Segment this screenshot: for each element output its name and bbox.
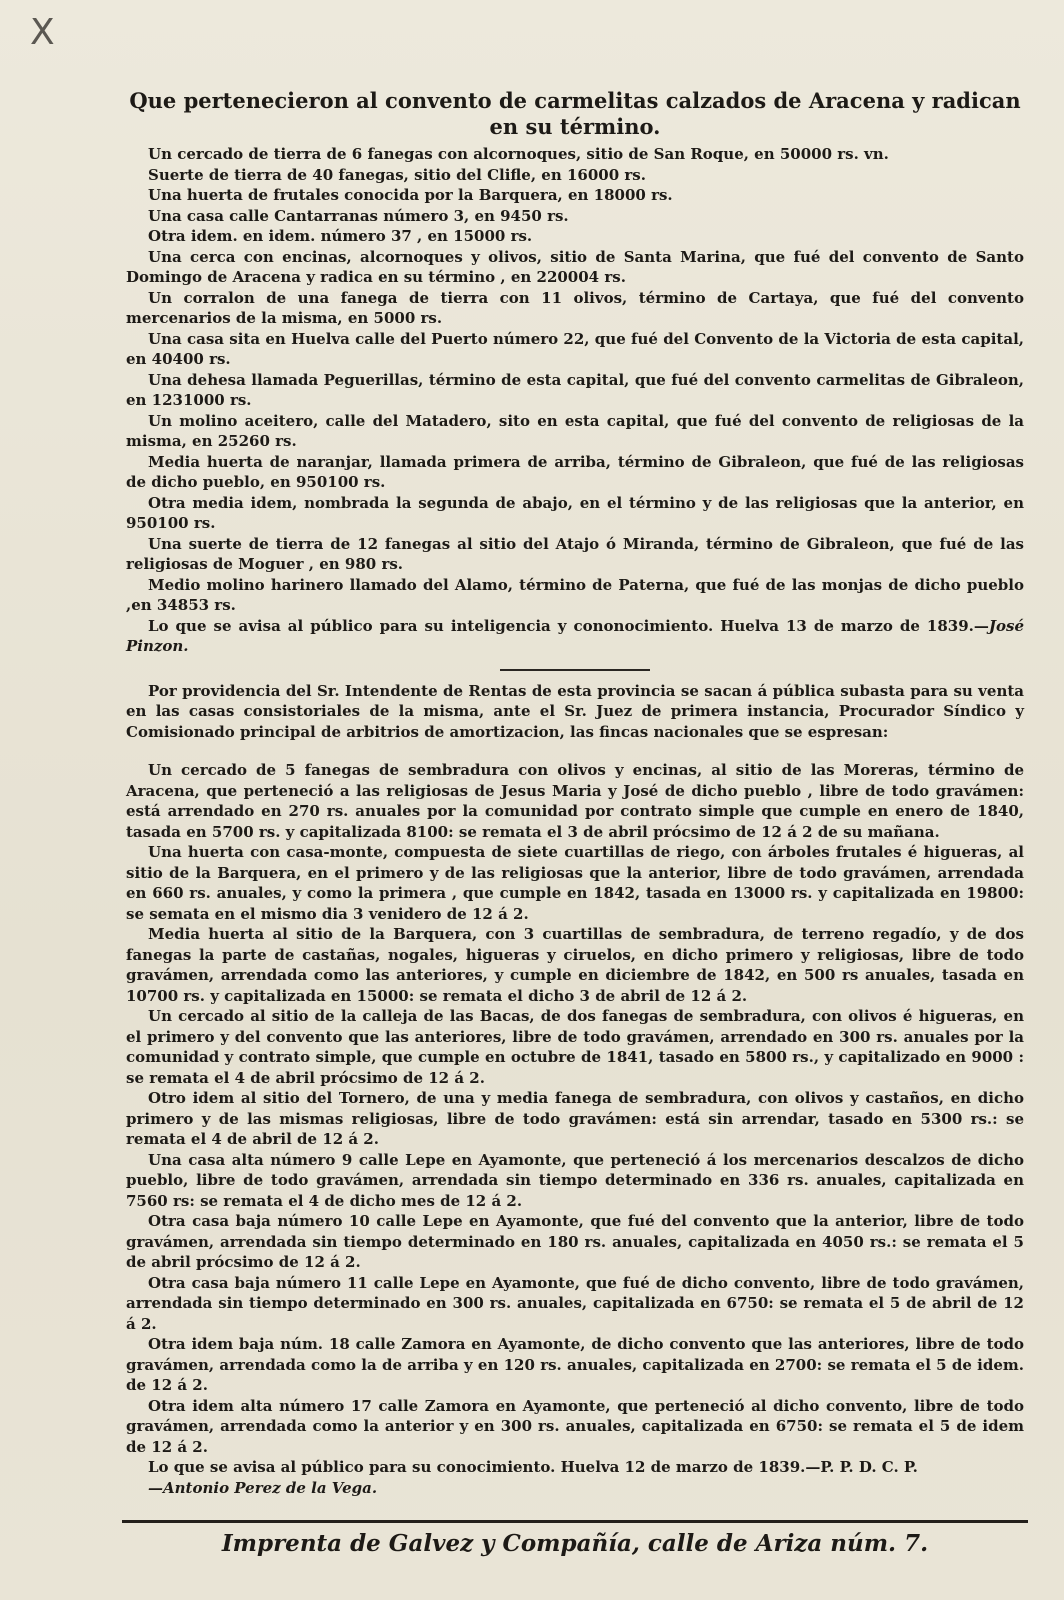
property-entry: Una suerte de tierra de 12 fanegas al sitio del Atajo ó Miranda, término de Gibraleon, que fué de las religiosas de Moguer , en 980 rs.	[126, 534, 1024, 573]
property-entry: Media huerta de naranjar, llamada primera de arriba, término de Gibraleon, que fué de las religiosas de dicho pueblo, en 950100 rs.	[126, 452, 1024, 491]
auction-entry: Otro idem al sitio del Tornero, de una y media fanega de sembradura, con olivos y castaños, en dicho primero y de las mismas religiosas, libre de todo gravámen: está sin arrendar, tasado en 5300 rs.: se remata el 4 de abril de 12 á 2.	[126, 1089, 1024, 1148]
property-entry: Medio molino harinero llamado del Alamo, término de Paterna, que fué de las monjas de dicho pueblo ,en 34853 rs.	[126, 575, 1024, 614]
section2-closing: Lo que se avisa al público para su conocimiento. Huelva 12 de marzo de 1839.—P. P. D. C. P.	[148, 1458, 918, 1476]
auction-entry: Un cercado al sitio de la calleja de las Bacas, de dos fanegas de sembradura, con olivos é higueras, en el primero y del convento que las anteriores, libre de todo gravámen, arrendado en 300 rs. anuales por la comunidad y contrato simple, que cumple en octubre de 1841, tasado en 5800 rs., y capitalizado en 9000 : se remata el 4 de abril prócsimo de 12 á 2.	[126, 1007, 1024, 1087]
auction-entry: Otra casa baja número 11 calle Lepe en Ayamonte, que fué de dicho convento, libre de todo gravámen, arrendada sin tiempo determinado en 300 rs. anuales, capitalizada en 6750: se remata el 5 de abril de 12 á 2.	[126, 1273, 1024, 1333]
section-divider	[500, 669, 650, 671]
property-entry: Suerte de tierra de 40 fanegas, sitio del Clifle, en 16000 rs.	[148, 165, 646, 184]
property-entry: Una huerta de frutales conocida por la Barquera, en 18000 rs.	[148, 186, 673, 204]
signature: José Pinzon.	[126, 616, 1024, 655]
footer-rule	[122, 1520, 1028, 1523]
auction-entry: Otra casa baja número 10 calle Lepe en Ayamonte, que fué del convento que la anterior, libre de todo gravámen, arrendada sin tiempo determinado en 180 rs. anuales, capitalizada en 4050 rs.: se remata el 5 de abril prócsimo de 12 á 2.	[126, 1212, 1024, 1271]
property-entry: Un molino aceitero, calle del Matadero, sito en esta capital, que fué del convento de religiosas de la misma, en 25260 rs.	[126, 411, 1024, 450]
auction-entry: Una casa alta número 9 calle Lepe en Ayamonte, que perteneció á los mercenarios descalzos de dicho pueblo, libre de todo gravámen, arrendada sin tiempo determinado en 336 rs. anuales, capitalizada en 7560 rs: se remata el 4 de dicho mes de 12 á 2.	[126, 1150, 1024, 1210]
property-entry: Un cercado de tierra de 6 fanegas con alcornoques, sitio de San Roque, en 50000 rs. vn.	[148, 145, 889, 163]
property-entry: Una dehesa llamada Peguerillas, término de esta capital, que fué del convento carmelitas de Gibraleon, en 1231000 rs.	[126, 370, 1024, 409]
auction-intro: Por providencia del Sr. Intendente de Rentas de esta provincia se sacan á pública subasta para su venta en las casas consistoriales de la misma, ante el Sr. Juez de primera instancia, Procurador Síndico y Comisionado principal de arbitrios de amortizacion, las fincas nacionales que se espresan:	[126, 681, 1024, 741]
auction-entry: Otra idem alta número 17 calle Zamora en Ayamonte, que perteneció al dicho convento, libre de todo gravámen, arrendada como la anterior y en 300 rs. anuales, capitalizada en 6750: se remata el 5 de idem de 12 á 2.	[126, 1396, 1024, 1456]
auction-entry: Media huerta al sitio de la Barquera, con 3 cuartillas de sembradura, de terreno regadío, y de dos fanegas la parte de castañas, nogales, higueras y ciruelos, en dicho primero y religiosas, libre de todo gravámen, arrendada como las anteriores, y cumple en diciembre de 1842, en 500 rs anuales, tasada en 10700 rs. y capitalizada en 15000: se remata el dicho 3 de abril de 12 á 2.	[126, 925, 1024, 1005]
property-entry: Una casa sita en Huelva calle del Puerto número 22, que fué del Convento de la Victoria de esta capital, en 40400 rs.	[126, 329, 1024, 368]
corner-mark: X	[30, 12, 55, 53]
property-entry: Un corralon de una fanega de tierra con 11 olivos, término de Cartaya, que fué del convento mercenarios de la misma, en 5000 rs.	[126, 288, 1024, 327]
section1-closing	[126, 616, 1024, 657]
auction-entry: Otra idem baja núm. 18 calle Zamora en Ayamonte, de dicho convento que las anteriores, libre de todo gravámen, arrendada como la de arriba y en 120 rs. anuales, capitalizada en 2700: se remata el 5 de idem. de 12 á 2.	[126, 1335, 1024, 1394]
property-entry: Otra idem. en idem. número 37 , en 15000 rs.	[148, 227, 533, 245]
auction-entry: Un cercado de 5 fanegas de sembradura con olivos y encinas, al sitio de las Moreras, término de Aracena, que perteneció a las religiosas de Jesus Maria y José de dicho pueblo , libre de todo gravámen: está arrendado en 270 rs. anuales por la comunidad por contrato simple que cumple en enero de 1840, tasada en 5700 rs. y capitalizada 8100: se remata el 3 de abril prócsimo de 12 á 2 de su mañana.	[126, 761, 1024, 841]
property-entry: Otra media idem, nombrada la segunda de abajo, en el término y de las religiosas que la anterior, en 950100 rs.	[126, 493, 1024, 532]
property-entry: Una casa calle Cantarranas número 3, en 9450 rs.	[148, 206, 569, 225]
section2-signature: —Antonio Perez de la Vega.	[148, 1478, 378, 1497]
document-heading: Que pertenecieron al convento de carmelitas calzados de Aracena y radican en su término.	[129, 88, 1021, 139]
section-convent-properties	[126, 144, 1024, 657]
printer-imprint: Imprenta de Galvez y Compañía, calle de Ariza núm. 7.	[221, 1530, 929, 1557]
closing-text: Lo que se avisa al público para su inteligencia y cononocimiento. Huelva 13 de marzo de 1839.—	[148, 616, 989, 635]
section-auction	[126, 681, 1024, 1499]
auction-entry: Una huerta con casa-monte, compuesta de siete cuartillas de riego, con árboles frutales é higueras, al sitio de la Barquera, en el primero y de las religiosas que la anterior, libre de todo gravámen, arrendada en 660 rs. anuales, y como la primera , que cumple en 1842, tasada en 13000 rs. y capitalizada en 19800: se semata en el mismo dia 3 venidero de 12 á 2.	[126, 843, 1024, 923]
property-entry: Una cerca con encinas, alcornoques y olivos, sitio de Santa Marina, que fué del convento de Santo Domingo de Aracena y radica en su término , en 220004 rs.	[126, 247, 1024, 286]
